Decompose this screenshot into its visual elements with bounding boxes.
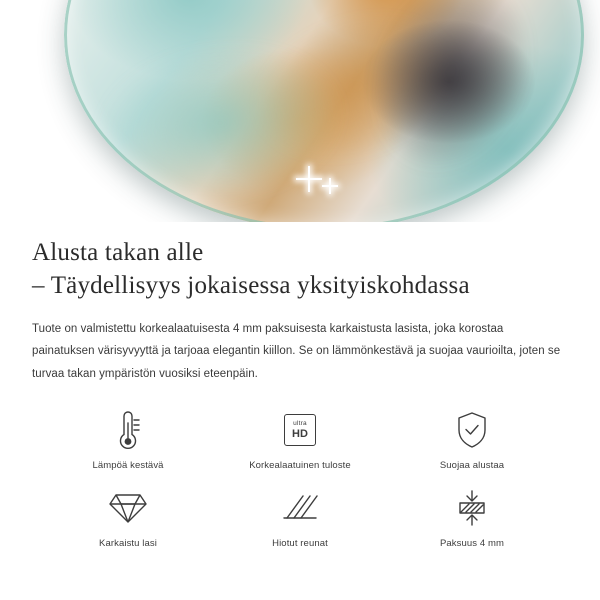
hero-image [0,0,600,222]
feature-item-thickness [386,485,558,549]
marble-glass-board-image [64,0,584,222]
feature-list [32,407,568,549]
feature-item-high-quality-print [214,407,386,471]
shield-check-icon [455,407,489,453]
content-section [0,236,600,549]
feature-label: Lämpöä kestävä [92,460,164,472]
description-paragraph: Tuote on valmistettu korkealaatuisesta 4 mm paksuisesta karkaistusta lasista, joka korostaa painatuksen värisyvyyttä ja tarjoaa elegantin kiillon. Se on lämmönkestävä ja suojaa vaurioilta, joten se turvaa takan ympäristön vuosiksi eteenpäin. [32,323,561,380]
diamond-icon [108,485,148,531]
thermometer-icon [111,407,145,453]
page-title-line-2: – Täydellisyys jokaisessa yksityiskohdassa [32,272,470,299]
page-title-line-1: Alusta takan alle [32,239,204,266]
feature-label: Suojaa alustaa [439,460,505,472]
feature-label: Hiotut reunat [272,538,328,550]
feature-item-heat-resistant [42,407,214,471]
feature-label: Karkaistu lasi [99,538,157,550]
thickness-arrows-icon [454,485,490,531]
feature-label: Paksuus 4 mm [439,538,505,550]
polished-edges-icon [281,485,319,531]
page-title [32,236,568,302]
ultra-hd-badge-big: HD [292,427,308,440]
ultra-hd-badge-small: ultra [293,420,307,428]
feature-label: Korkealaatuinen tuloste [249,460,351,472]
feature-item-polished-edges [214,485,386,549]
feature-item-tempered-glass [42,485,214,549]
ultra-hd-icon [284,407,316,453]
feature-item-protects-surface [386,407,558,471]
